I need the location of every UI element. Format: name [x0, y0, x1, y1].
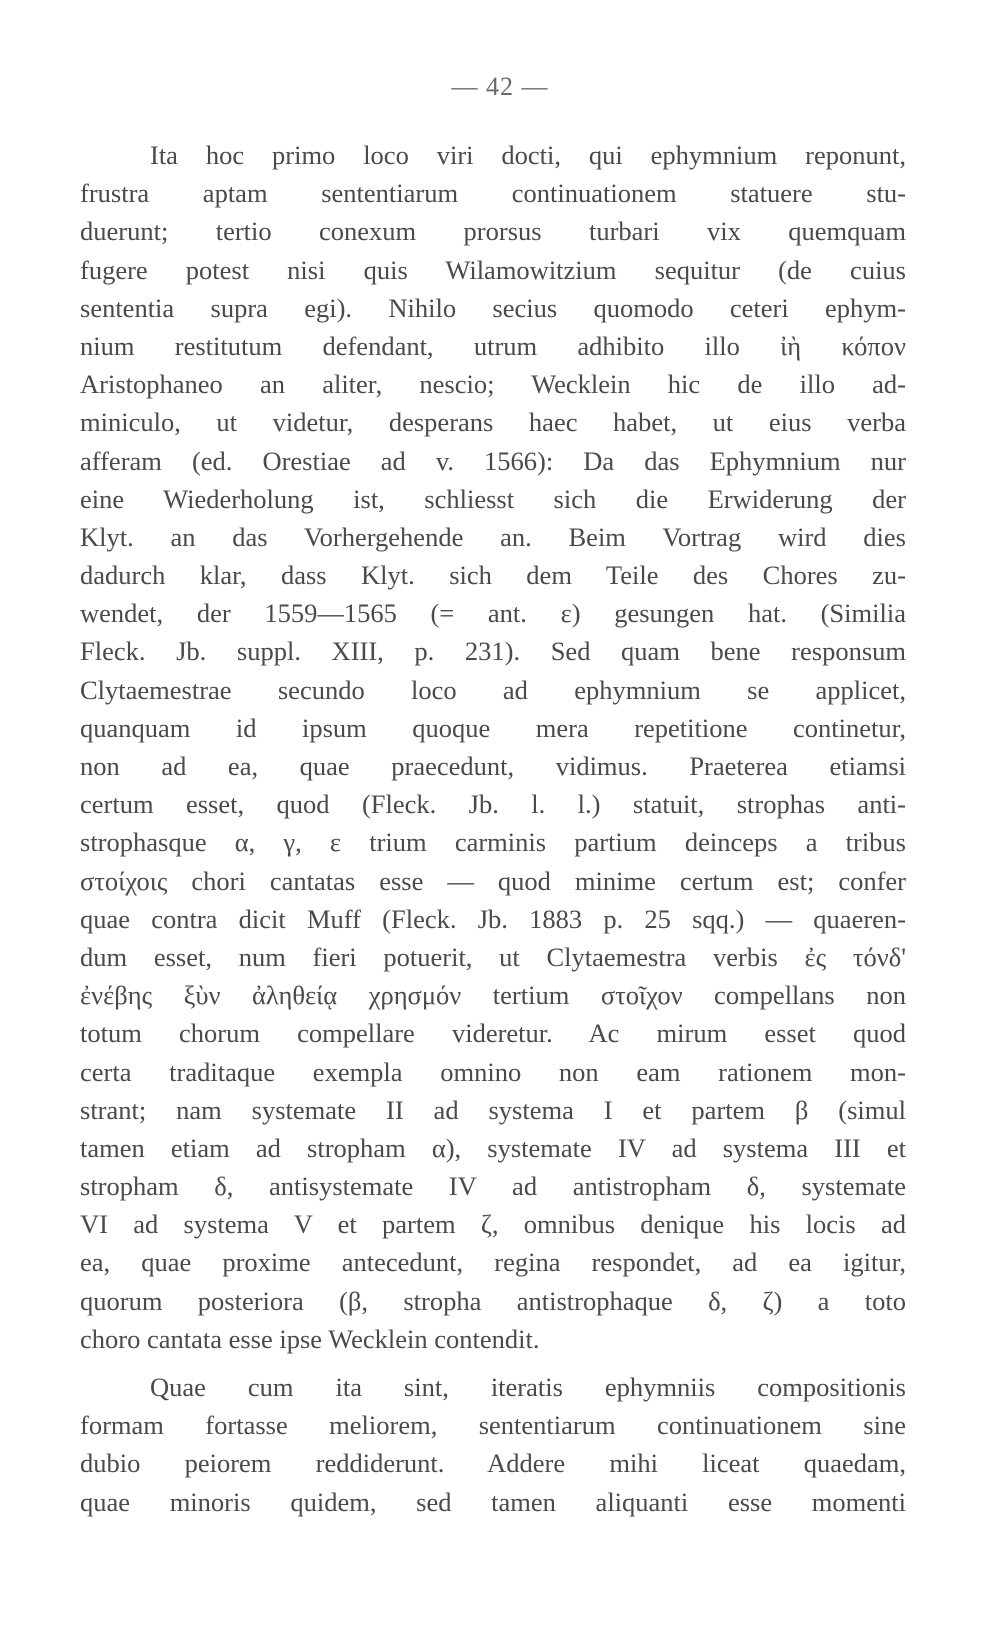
- text-line: Ita hoc primo loco viri docti, qui ephymnium reponunt,: [150, 140, 906, 170]
- text-line: duerunt; tertio conexum prorsus turbari vix quemquam: [80, 216, 906, 247]
- text-line: tamen etiam ad stropham α), systemate IV ad systema III et: [80, 1132, 906, 1163]
- text-line: strophasque α, γ, ε trium carminis partium deinceps a tribus: [80, 827, 906, 858]
- text-line: wendet, der 1559—1565 (= ant. ε) gesungen hat. (Similia: [80, 598, 906, 629]
- text-line: non ad ea, quae praecedunt, vidimus. Praeterea etiamsi: [80, 751, 906, 781]
- text-line: miniculo, ut videtur, desperans haec habet, ut eius verba: [80, 407, 906, 438]
- text-line: quanquam id ipsum quoque mera repetitione continetur,: [80, 712, 906, 743]
- text-line: formam fortasse meliorem, sententiarum continuationem sine: [80, 1410, 906, 1441]
- text-line: στοίχοις chori cantatas esse — quod minime certum est; confer: [80, 865, 906, 896]
- text-line: dubio peiorem reddiderunt. Addere mihi liceat quaedam,: [80, 1448, 906, 1479]
- text-line: certum esset, quod (Fleck. Jb. l. l.) statuit, strophas anti-: [80, 789, 906, 820]
- text-line: frustra aptam sententiarum continuationem statuere stu-: [80, 178, 906, 209]
- text-line: strant; nam systemate II ad systema I et partem β (simul: [80, 1094, 906, 1125]
- text-line: choro cantata esse ipse Wecklein contendit.: [80, 1323, 540, 1354]
- text-line: totum chorum compellare videretur. Ac mirum esset quod: [80, 1018, 906, 1049]
- text-line: ἐνέβης ξὺν ἀληθείᾳ χρησμόν tertium στοῖχον compellans non: [80, 980, 906, 1011]
- text-line: stropham δ, antisystemate IV ad antistropham δ, systemate: [80, 1171, 906, 1202]
- text-line: dum esset, num fieri potuerit, ut Clytaemestra verbis ἐς τόνδ': [80, 941, 906, 972]
- paragraph-gap: [80, 1358, 906, 1368]
- text-line: Fleck. Jb. suppl. XIII, p. 231). Sed quam bene responsum: [80, 636, 906, 667]
- text-line: afferam (ed. Orestiae ad v. 1566): Da das Ephymnium nur: [80, 445, 906, 476]
- text-line: eine Wiederholung ist, schliesst sich die Erwiderung der: [80, 483, 906, 514]
- text-line: VI ad systema V et partem ζ, omnibus denique his locis ad: [80, 1209, 906, 1240]
- text-line: quae minoris quidem, sed tamen aliquanti esse momenti: [80, 1486, 906, 1517]
- text-line: ea, quae proxime antecedunt, regina respondet, ad ea igitur,: [80, 1247, 906, 1278]
- text-line: quae contra dicit Muff (Fleck. Jb. 1883 p. 25 sqq.) — quaeren-: [80, 903, 906, 934]
- text-line: Klyt. an das Vorhergehende an. Beim Vortrag wird dies: [80, 521, 906, 552]
- text-line: Aristophaneo an aliter, nescio; Wecklein hic de illo ad-: [80, 369, 906, 400]
- text-line: Quae cum ita sint, iteratis ephymniis compositionis: [150, 1372, 906, 1402]
- paragraph: [80, 1368, 906, 1521]
- text-line: quorum posteriora (β, stropha antistrophaque δ, ζ) a toto: [80, 1285, 906, 1316]
- text-line: nium restitutum defendant, utrum adhibito illo ἰὴ κόπον: [80, 330, 906, 361]
- text-line: sententia supra egi). Nihilo secius quomodo ceteri ephym-: [80, 292, 906, 323]
- body-text: [80, 136, 906, 1521]
- paragraph: [80, 136, 906, 1358]
- text-line: fugere potest nisi quis Wilamowitzium sequitur (de cuius: [80, 254, 906, 285]
- text-line: certa traditaque exempla omnino non eam rationem mon-: [80, 1056, 906, 1087]
- text-line: dadurch klar, dass Klyt. sich dem Teile des Chores zu-: [80, 560, 906, 591]
- page-number: — 42 —: [451, 72, 549, 101]
- text-line: Clytaemestrae secundo loco ad ephymnium se applicet,: [80, 674, 906, 705]
